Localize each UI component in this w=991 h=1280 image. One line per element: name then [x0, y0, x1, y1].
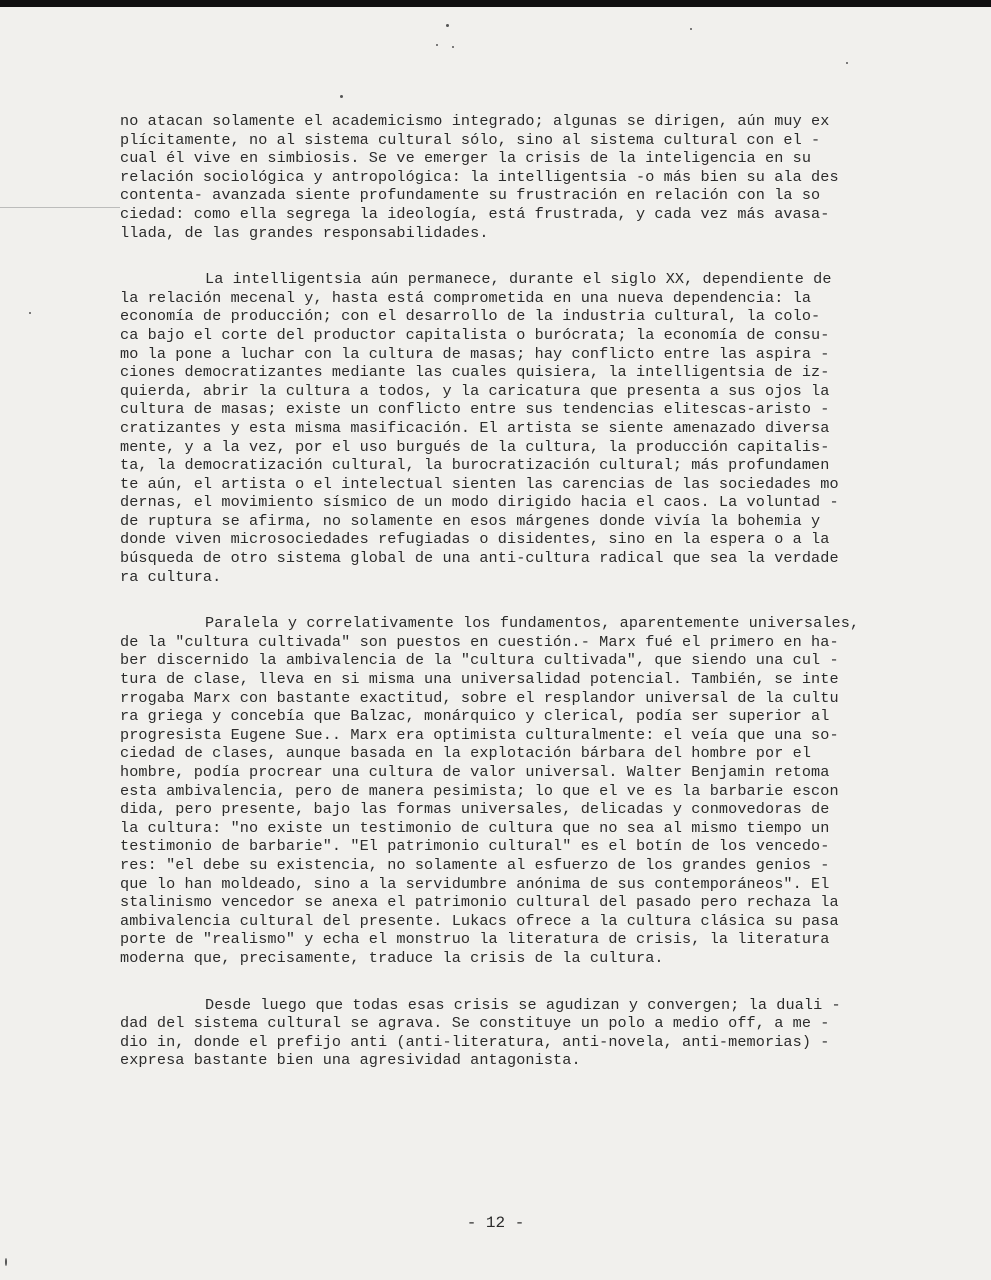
text-line: que lo han moldeado, sino a la servidumbre anónima de sus contemporáneos". El	[120, 874, 830, 893]
text-line: stalinismo vencedor se anexa el patrimonio cultural del pasado pero rechaza la	[120, 893, 839, 912]
text-line: búsqueda de otro sistema global de una anti-cultura radical que sea la verdade	[120, 549, 839, 568]
text-line: dio in, donde el prefijo anti (anti-literatura, anti-novela, anti-memorias) -	[120, 1032, 830, 1051]
text-line: cratizantes y esta misma masificación. El artista se siente amenazado diversa	[120, 418, 830, 437]
text-line: La intelligentsia aún permanece, durante el siglo XX, dependiente de	[205, 270, 832, 289]
text-line: la cultura: "no existe un testimonio de cultura que no sea al mismo tiempo un	[120, 818, 830, 837]
scan-speck	[340, 95, 343, 98]
paragraph-4	[120, 996, 920, 1070]
text-line: economía de producción; con el desarrollo de la industria cultural, la colo-	[120, 307, 821, 326]
scan-speck	[446, 24, 449, 27]
text-line: de la "cultura cultivada" son puestos en cuestión.- Marx fué el primero en ha-	[120, 632, 839, 651]
text-line: quierda, abrir la cultura a todos, y la caricatura que presenta a sus ojos la	[120, 381, 830, 400]
text-line: tura de clase, lleva en si misma una universalidad potencial. También, se inte	[120, 670, 839, 689]
text-line: ciones democratizantes mediante las cuales quisiera, la intelligentsia de iz-	[120, 363, 830, 382]
text-line: res: "el debe su existencia, no solamente al esfuerzo de los grandes genios -	[120, 855, 830, 874]
text-line: ra griega y concebía que Balzac, monárquico y clerical, podía ser superior al	[120, 707, 830, 726]
text-line: moderna que, precisamente, traduce la crisis de la cultura.	[120, 948, 664, 967]
text-line: dida, pero presente, bajo las formas universales, delicadas y conmovedoras de	[120, 800, 830, 819]
text-line: progresista Eugene Sue.. Marx era optimista culturalmente: el veía que una so-	[120, 725, 839, 744]
paragraph-text	[120, 112, 920, 242]
text-line: Paralela y correlativamente los fundamentos, aparentemente universales,	[205, 614, 860, 633]
scan-speck	[29, 312, 31, 314]
paragraph-text	[120, 614, 920, 967]
text-line: ciedad de clases, aunque basada en la explotación bárbara del hombre por el	[120, 744, 812, 763]
text-line: ber discernido la ambivalencia de la "cultura cultivada", que siendo una cul -	[120, 651, 839, 670]
text-line: la relación mecenal y, hasta está comprometida en una nueva dependencia: la	[120, 288, 812, 307]
text-line: relación sociológica y antropológica: la intelligentsia -o más bien su ala des	[120, 167, 839, 186]
text-line: Desde luego que todas esas crisis se agudizan y convergen; la duali -	[205, 995, 841, 1014]
text-line: mo la pone a luchar con la cultura de masas; hay conflicto entre las aspira -	[120, 344, 830, 363]
paragraph-3	[120, 614, 920, 967]
scan-speck	[436, 44, 438, 46]
paragraph-2	[120, 270, 920, 586]
text-line: ambivalencia cultural del presente. Lukacs ofrece a la cultura clásica su pasa	[120, 911, 839, 930]
text-line: cultura de masas; existe un conflicto entre sus tendencias elitescas-aristo -	[120, 400, 830, 419]
scan-speck	[452, 46, 454, 48]
text-line: te aún, el artista o el intelectual sienten las carencias de las sociedades mo	[120, 474, 839, 493]
paragraph-text	[120, 996, 920, 1070]
text-line: porte de "realismo" y echa el monstruo la literatura de crisis, la literatura	[120, 930, 830, 949]
page-number: - 12 -	[466, 1214, 525, 1232]
margin-mark	[0, 207, 120, 208]
text-line: hombre, podía procrear una cultura de valor universal. Walter Benjamin retoma	[120, 763, 830, 781]
text-line: de ruptura se afirma, no solamente en esos márgenes donde vivía la bohemia y	[120, 511, 821, 530]
text-line: plícitamente, no al sistema cultural sólo, sino al sistema cultural con el -	[120, 130, 821, 149]
text-line: no atacan solamente el academicismo integrado; algunas se dirigen, aún muy ex	[120, 112, 830, 130]
text-line: testimonio de barbarie". "El patrimonio cultural" es el botín de los vencedo-	[120, 837, 830, 856]
text-line: donde viven microsociedades refugiadas o disidentes, sino en la espera o a la	[120, 530, 830, 549]
scan-speck	[5, 1258, 7, 1266]
text-line: cual él vive en simbiosis. Se ve emerger la crisis de la inteligencia en su	[120, 149, 812, 168]
paragraph-1	[120, 112, 920, 242]
text-line: mente, y a la vez, por el uso burgués de la cultura, la producción capitalis-	[120, 437, 830, 456]
text-line: ca bajo el corte del productor capitalista o burócrata; la economía de consu-	[120, 325, 830, 344]
text-line: dad del sistema cultural se agrava. Se constituye un polo a medio off, a me -	[120, 1014, 830, 1033]
paragraph-text	[120, 270, 920, 586]
text-line: rrogaba Marx con bastante exactitud, sobre el resplandor universal de la cultu	[120, 688, 839, 707]
scan-top-border	[0, 0, 991, 7]
text-line: contenta- avanzada siente profundamente su frustración en relación con la so	[120, 186, 821, 205]
text-line: llada, de las grandes responsabilidades.	[120, 223, 489, 242]
text-line: ta, la democratización cultural, la burocratización cultural; más profundamen	[120, 456, 830, 475]
text-line: dernas, el movimiento sísmico de un modo dirigido hacia el caos. La voluntad -	[120, 493, 839, 512]
text-line: ra cultura.	[120, 567, 222, 586]
scan-speck	[846, 62, 848, 64]
text-line: ciedad: como ella segrega la ideología, está frustrada, y cada vez más avasa-	[120, 204, 830, 223]
text-line: esta ambivalencia, pero de manera pesimista; lo que el ve es la barbarie escon	[120, 781, 839, 800]
document-page	[120, 112, 920, 1098]
scan-speck	[690, 28, 692, 30]
text-line: expresa bastante bien una agresividad antagonista.	[120, 1051, 581, 1070]
